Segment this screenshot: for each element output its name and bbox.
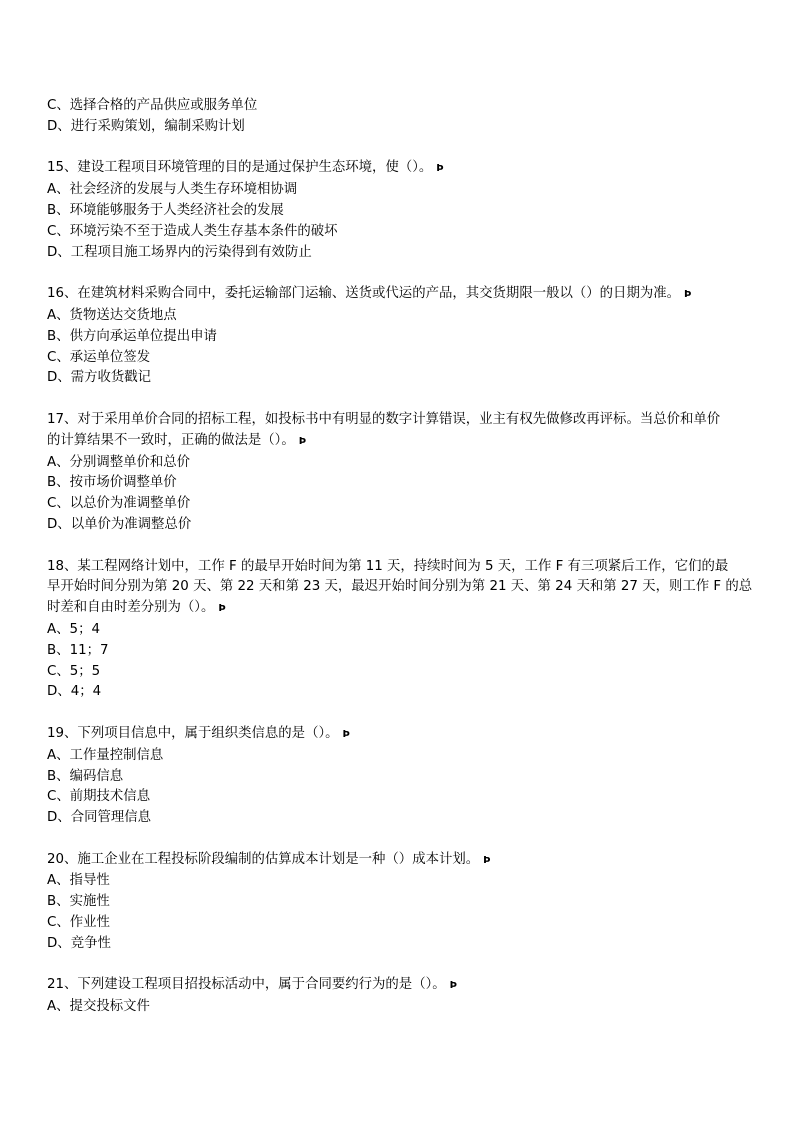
question-stem: 20、施工企业在工程投标阶段编制的估算成本计划是一种（）成本计划。 Þ	[47, 851, 491, 867]
option-b: B、供方向承运单位提出申请	[47, 328, 217, 344]
question-21	[47, 975, 747, 1018]
option-b: B、环境能够服务于人类经济社会的发展	[47, 202, 284, 218]
paragraph-mark: Þ	[684, 289, 692, 301]
option-a: A、指导性	[47, 873, 110, 889]
paragraph-mark: Þ	[298, 435, 307, 447]
option-d: D、进行采购策划，编制采购计划	[47, 118, 245, 134]
option-a: A、分别调整单价和总价	[47, 454, 191, 470]
option-a: A、社会经济的发展与人类生存环境相协调	[47, 182, 298, 198]
paragraph-mark: Þ	[436, 163, 444, 175]
option-b: B、实施性	[47, 894, 110, 910]
question-stem-line-2: 的计算结果不一致时，正确的做法是（）。 Þ	[47, 432, 307, 448]
option-c: C、作业性	[47, 915, 110, 931]
option-c: C、5；5	[47, 663, 101, 679]
option-d: D、工程项目施工场界内的污染得到有效防止	[47, 244, 312, 260]
option-d: D、以单价为准调整总价	[47, 516, 192, 532]
option-a: A、提交投标文件	[47, 999, 150, 1015]
question-stem: 21、下列建设工程项目招投标活动中，属于合同要约行为的是（）。 Þ	[47, 977, 458, 993]
option-c: C、承运单位签发	[47, 349, 151, 365]
option-d: D、竞争性	[47, 935, 111, 951]
question-stem: 15、建设工程项目环境管理的目的是通过保护生态环境，使（）。 Þ	[47, 160, 444, 176]
question-17	[47, 410, 747, 536]
option-a: A、货物送达交货地点	[47, 307, 177, 323]
question-15	[47, 158, 747, 263]
option-a: A、工作量控制信息	[47, 747, 164, 763]
option-c: C、选择合格的产品供应或服务单位	[47, 98, 258, 113]
question-stem-line-2: 早开始时间分别为第 20 天、第 22 天和第 23 天，最迟开始时间分别为第 21 天、第 24 天和第 27 天，则工作 F 的总	[47, 579, 753, 595]
document-page	[47, 96, 753, 1018]
option-c: C、前期技术信息	[47, 789, 151, 805]
option-d: D、合同管理信息	[47, 810, 152, 826]
option-b: B、11；7	[47, 642, 109, 658]
question-stem-line-1: 17、对于采用单价合同的招标工程，如投标书中有明显的数字计算错误，业主有权先做修改再评标。当总价和单价	[47, 411, 721, 427]
option-a: A、5；4	[47, 621, 100, 637]
question-14-options	[47, 96, 747, 138]
question-19	[47, 724, 747, 829]
paragraph-mark: Þ	[218, 603, 226, 615]
option-c: C、环境污染不至于造成人类生存基本条件的破坏	[47, 223, 338, 239]
option-b: B、编码信息	[47, 768, 124, 784]
question-stem-line-1: 18、某工程网络计划中，工作 F 的最早开始时间为第 11 天，持续时间为 5 天，工作 F 有三项紧后工作，它们的最	[47, 558, 729, 574]
option-b: B、按市场价调整单价	[47, 475, 177, 491]
option-c: C、以总价为准调整单价	[47, 496, 191, 512]
paragraph-mark: Þ	[483, 854, 491, 866]
option-d: D、需方收货戳记	[47, 370, 152, 386]
question-20	[47, 850, 747, 955]
paragraph-mark: Þ	[342, 728, 350, 740]
question-stem: 16、在建筑材料采购合同中，委托运输部门运输、送货或代运的产品，其交货期限一般以（）的日期为准。 Þ	[47, 286, 692, 302]
question-stem-line-3: 时差和自由时差分别为（）。 Þ	[47, 600, 226, 616]
paragraph-mark: Þ	[449, 980, 458, 992]
question-18	[47, 557, 753, 704]
question-stem: 19、下列项目信息中，属于组织类信息的是（）。 Þ	[47, 725, 350, 741]
option-d: D、4；4	[47, 684, 102, 700]
question-16	[47, 284, 747, 389]
